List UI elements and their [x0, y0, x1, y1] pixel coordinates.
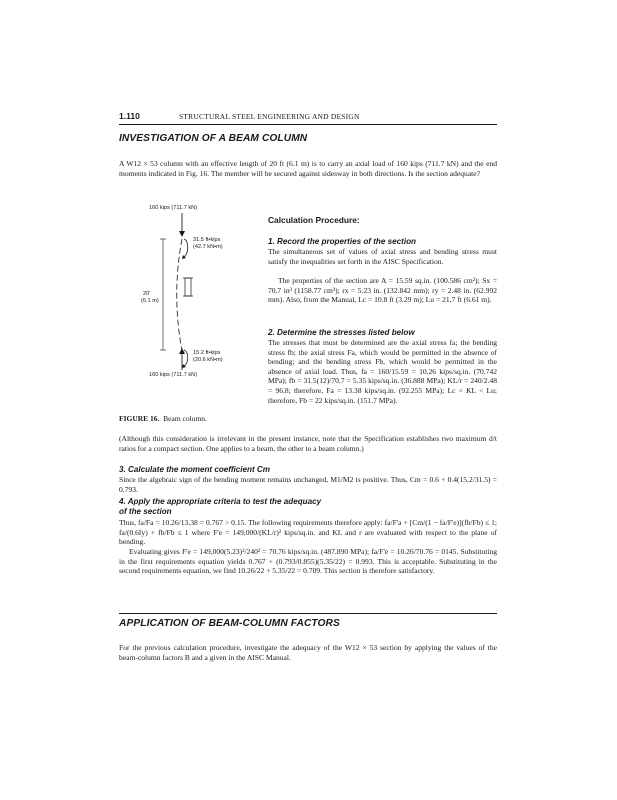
top-moment-label-1: 31.5 ft•kips: [193, 237, 221, 243]
step-3-heading: 3. Calculate the moment coefficient Cm: [119, 465, 270, 474]
book-title: STRUCTURAL STEEL ENGINEERING AND DESIGN: [179, 112, 360, 121]
step-1-heading: 1. Record the properties of the section: [268, 237, 416, 246]
bottom-moment-label-1: 15.2 ft•kips: [193, 350, 221, 356]
page-number: 1.110: [119, 111, 140, 121]
section-title-beam-column-factors: APPLICATION OF BEAM-COLUMN FACTORS: [119, 618, 340, 629]
length-label-1: 20': [143, 291, 151, 297]
step-4-heading-line-2: of the section: [119, 507, 172, 516]
figure-caption-text: Beam column.: [163, 414, 207, 423]
step-2-paragraph-full: (Although this consideration is irrelevant in the present instance, note that the Specification establishes two maximum d/t ratios for a compact section. One applies to a beam, the other to a beam column.): [119, 434, 497, 453]
step-4-heading-line-1: 4. Apply the appropriate criteria to test the adequacy: [119, 497, 322, 506]
step-1-paragraph-1: The simultaneous set of values of axial stress and bending stress must satisfy the inequalities set forth in the AISC Specification.: [268, 247, 497, 266]
section-title-beam-column: INVESTIGATION OF A BEAM COLUMN: [119, 133, 308, 144]
figure-caption-label: FIGURE 16.: [119, 414, 160, 423]
factors-statement: For the previous calculation procedure, investigate the adequacy of the W12 × 53 section by applying the values of the beam-column factors B and a given in the AISC Manual.: [119, 643, 497, 662]
bottom-load-label: 160 kips (711.7 kN): [149, 372, 198, 378]
section-rule: [119, 613, 497, 614]
top-moment-label-2: (42.7 kN•m): [193, 244, 223, 250]
problem-statement: A W12 × 53 column with an effective length of 20 ft (6.1 m) is to carry an axial load of 160 kips (711.7 kN) and the end moments indicated in Fig. 16. The member will be secured against sidesway in both directions. Is the section adequate?: [119, 159, 497, 178]
step-4-paragraph-2: Evaluating gives F'e = 149,000(5.23)²/240² = 70.76 kips/sq.in. (487.890 MPa); fa/F'e = 10.26/70.76 = 0145. Substituting in the first requirements equation yields 0.767 + (0.793/0.855)(5.35/22) = 0.993. This is acceptable. Substituting in the second requirements equation, we find 10.26/22 + 5.35/22 = 0.709. This section is therefore satisfactory.: [119, 547, 497, 576]
procedure-title: Calculation Procedure:: [268, 215, 360, 225]
figure-caption: [119, 414, 207, 423]
step-2-heading: 2. Determine the stresses listed below: [268, 328, 415, 337]
step-1-paragraph-2: The properties of the section are A = 15.59 sq.in. (100.586 cm²); Sx = 70.7 in³ (1158.77 cm³); rx = 5.23 in. (132.842 mm); ry = 2.48 in. (62.992 mm). Also, from the Manual, Lc = 10.8 ft (3.29 m); Lu = 21.7 ft (6.61 m).: [268, 276, 497, 305]
header-rule: [119, 124, 497, 125]
bottom-moment-label-2: (20.6 kN•m): [193, 357, 223, 363]
step-3-paragraph: Since the algebraic sign of the bending moment remains unchanged, M1/M2 is positive. Thus, Cm = 0.6 + 0.4(15.2/31.5) = 0.793.: [119, 475, 497, 494]
figure-16-beam-column: [125, 205, 265, 385]
length-label-2: (6.1 m): [141, 298, 159, 304]
step-2-paragraph-right: The stresses that must be determined are the axial stress fa; the bending stress fb; the axial stress Fa, which would be permitted in the absence of bending; and the bending stress Fb, which would be permitted in the absence of axial load. Thus, fa = 160/15.59 = 10.26 kips/sq.in. (70.742 MPa); fb = 31.5(12)/70.7 = 5.35 kips/sq.in. (36.888 MPa); KL/r = 240/2.48 = 96.8; therefore, Fa = 13.38 kips/sq.in. (92.255 MPa); Lc < KL < Lu; therefore, Fb = 22 kips/sq.in. (151.7 MPa).: [268, 338, 497, 405]
step-4-paragraph-1: Thus, fa/Fa = 10.26/13.38 = 0.767 > 0.15. The following requirements therefore apply: fa/F'a + [Cm/(1 − fa/F'e)](fb/Fb) ≤ 1; fa/(0.6fy) + fb/Fb ≤ 1 where F'e = 149,000/(KL/r)² kips/sq.in. and KL and r are evaluated with respect to the plane of bending.: [119, 518, 497, 547]
running-header: [119, 110, 497, 124]
top-load-label: 160 kips (711.7 kN): [149, 205, 198, 211]
